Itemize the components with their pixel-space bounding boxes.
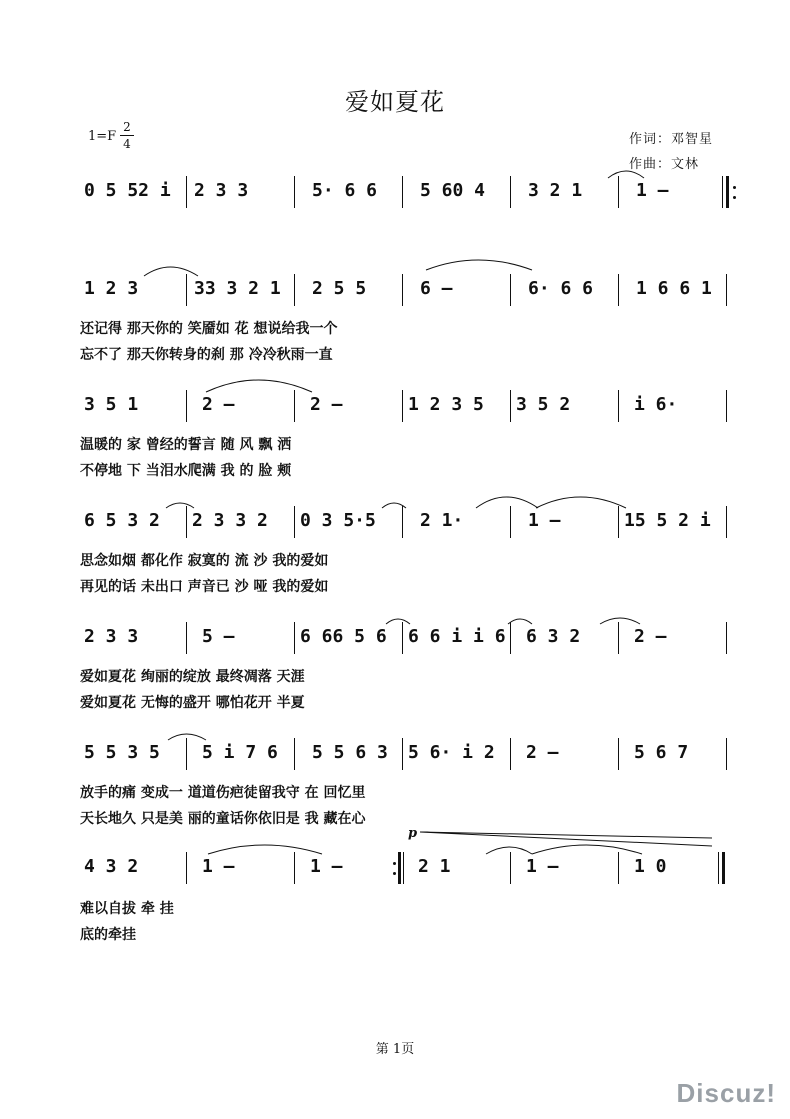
tie-arc [144, 267, 198, 276]
lyric-line: 底的牵挂 [80, 927, 136, 943]
lyric-line: 天长地久 只是美 丽的童话你依旧是 我 藏在心 [80, 811, 366, 827]
measure: 5 – [202, 626, 235, 647]
measure: 5· 6 6 [312, 180, 378, 201]
lyric-line: 忘不了 那天你转身的刹 那 冷冷秋雨一直 [80, 347, 333, 363]
measure: 1 – [526, 856, 559, 877]
measure: 15 5 2 i [624, 510, 711, 531]
measure: 2 3 3 [194, 180, 249, 201]
measure: 2 – [310, 394, 343, 415]
measure: 2 5 5 [312, 278, 367, 299]
measure: 0 5 52 i [84, 180, 171, 201]
measure: 1 – [528, 510, 561, 531]
tie-arc [536, 497, 626, 508]
song-title: 爱如夏花 [345, 88, 445, 116]
time-signature-bottom: 4 [123, 137, 131, 151]
tie-arc [382, 503, 406, 508]
tie-arc [208, 845, 322, 854]
measure: 5 60 4 [420, 180, 486, 201]
measure: 6· 6 6 [528, 278, 594, 299]
lyric-line: 爱如夏花 无悔的盛开 哪怕花开 半夏 [80, 695, 305, 711]
measure: 33 3 2 1 [194, 278, 281, 299]
lyricist-credit: 作词：邓智星 [629, 132, 714, 147]
measure: 5 6· i 2 [408, 742, 495, 763]
measure: 6 – [420, 278, 453, 299]
measure: 1 6 6 1 [636, 278, 712, 299]
measure: 2 1 [418, 856, 451, 877]
lyric-line: 思念如烟 都化作 寂寞的 流 沙 我的爱如 [80, 553, 329, 569]
measure: 3 5 2 [516, 394, 571, 415]
measure: 6 5 3 2 [84, 510, 160, 531]
tie-arc [426, 260, 532, 270]
watermark-logo: Discuz! [676, 1078, 776, 1108]
measure: 1 – [636, 180, 669, 201]
composer-credit: 作曲：文林 [629, 157, 700, 172]
measure: 3 5 1 [84, 394, 139, 415]
measure: 3 2 1 [528, 180, 583, 201]
measure: 5 i 7 6 [202, 742, 278, 763]
measure: 1 0 [634, 856, 667, 877]
lyric-line: 还记得 那天你的 笑靥如 花 想说给我一个 [80, 321, 338, 337]
tie-arc [486, 847, 532, 854]
measure: 2 – [634, 626, 667, 647]
measure: 0 3 5·5 [300, 510, 376, 531]
tie-arc [532, 845, 642, 854]
measure: 1 2 3 5 [408, 394, 484, 415]
tie-arc [508, 619, 532, 624]
tie-arc [168, 734, 206, 740]
lyric-line: 温暖的 家 曾经的誓言 随 风 飘 洒 [80, 437, 292, 453]
tie-arc [476, 497, 538, 508]
measure: 2 – [202, 394, 235, 415]
lyric-line: 不停地 下 当泪水爬满 我 的 脸 颊 [80, 463, 292, 479]
measure: 1 2 3 [84, 278, 139, 299]
measure: 6 66 5 6 [300, 626, 387, 647]
measure: 5 5 6 3 [312, 742, 388, 763]
measure: 6 3 2 [526, 626, 581, 647]
measure: 6 6 i i 6 [408, 626, 506, 647]
dynamic-marking: p [408, 826, 418, 841]
lyric-line: 爱如夏花 绚丽的绽放 最终凋落 天涯 [80, 669, 305, 685]
measure: 4 3 2 [84, 856, 139, 877]
tie-arc [608, 171, 644, 178]
lyric-line: 放手的痛 变成一 道道伤疤徒留我守 在 回忆里 [80, 785, 366, 801]
measure: 2 – [526, 742, 559, 763]
measure: 5 6 7 [634, 742, 689, 763]
tie-arc [166, 503, 194, 508]
key-signature: 1=F [88, 129, 117, 144]
measure: 1 – [310, 856, 343, 877]
measure: 2 3 3 2 [192, 510, 268, 531]
measure: 2 1· [420, 510, 464, 531]
measure: 2 3 3 [84, 626, 139, 647]
measure: i 6· [634, 394, 678, 415]
tie-arc [386, 619, 410, 624]
measure: 1 – [202, 856, 235, 877]
lyric-line: 再见的话 未出口 声音已 沙 哑 我的爱如 [80, 579, 329, 595]
measure: 5 5 3 5 [84, 742, 160, 763]
lyric-line: 难以自拔 牵 挂 [80, 901, 174, 917]
tie-arc [206, 380, 312, 392]
decrescendo-hairpin [420, 832, 712, 846]
page-number: 第 1页 [375, 1042, 415, 1057]
tie-arc [600, 618, 640, 624]
time-signature-top: 2 [120, 119, 134, 136]
